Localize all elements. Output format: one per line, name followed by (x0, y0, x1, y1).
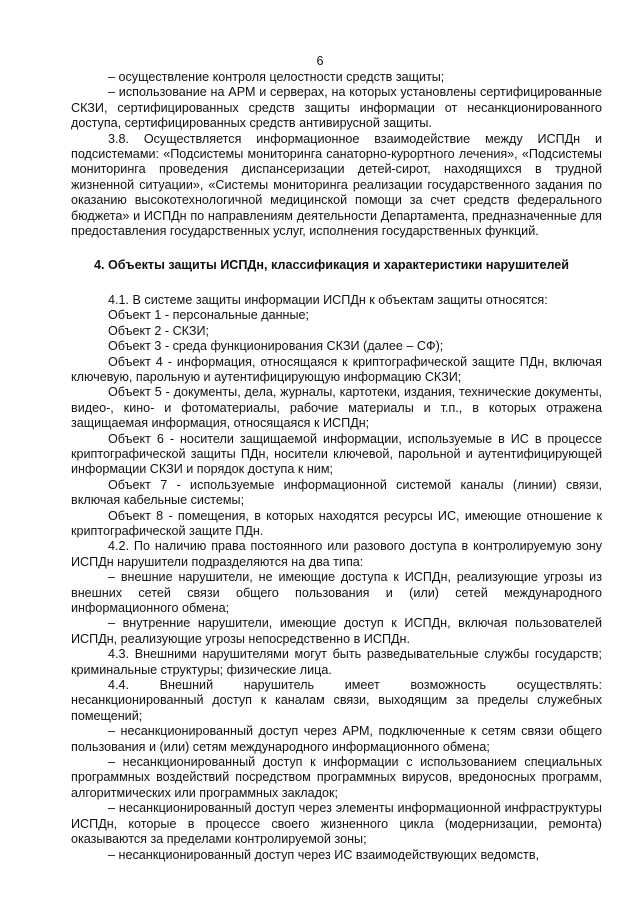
paragraph: Объект 6 - носители защищаемой информации, используемые в ИС в процессе криптографической защиты ПДн, носители ключевой, парольной и аутентифицирующей информации СКЗИ и порядок доступа к ним; (71, 431, 602, 477)
paragraph: – несанкционированный доступ через ИС взаимодействующих ведомств, (108, 847, 540, 862)
paragraph: Объект 3 - среда функционирования СКЗИ (далее – СФ); (108, 339, 444, 354)
paragraph: Объект 8 - помещения, в которых находятся ресурсы ИС, имеющие отношение к криптографической защите ПДн. (71, 508, 602, 538)
section-heading: 4. Объекты защиты ИСПДн, классификация и характеристики нарушителей (94, 258, 570, 273)
paragraph: – осуществление контроля целостности средств защиты; (108, 70, 445, 84)
page-number: 6 (316, 54, 324, 68)
paragraph: – несанкционированный доступ к информации с использованием специальных программных воздействий посредством программных вирусов, вредоносных программ, алгоритмических или программных закладок; (71, 755, 602, 800)
paragraph: 4.4. Внешний нарушитель имеет возможность осуществлять: несанкционированный доступ к каналам связи, выходящим за пределы служебных помещений; (71, 678, 602, 723)
paragraph: – несанкционированный доступ через элементы информационной инфраструктуры ИСПДн, которые в процессе своего жизненного цикла (модернизации, ремонта) оказываются за пределами контролируемой зоны; (71, 801, 602, 847)
paragraph: – внутренние нарушители, имеющие доступ к ИСПДн, включая пользователей ИСПДн, реализующие угрозы непосредственно в ИСПДн. (71, 616, 602, 646)
paragraph: 4.1. В системе защиты информации ИСПДн к объектам защиты относятся: (108, 292, 548, 307)
document-body (71, 70, 602, 863)
paragraph: Объект 5 - документы, дела, журналы, картотеки, издания, технические документы, видео-, кино- и фотоматериалы, рабочие материалы и т.п., в которых отражена защищаемая информация, относящаяся к ИСПДн; (71, 385, 602, 431)
paragraph: Объект 4 - информация, относящаяся к криптографической защите ПДн, включая ключевую, парольную и аутентифицирующую информацию СКЗИ; (71, 354, 602, 384)
paragraph: 4.3. Внешними нарушителями могут быть разведывательные службы государств; криминальные структуры; физические лица. (71, 647, 602, 677)
paragraph: Объект 7 - используемые информационной системой каналы (линии) связи, включая кабельные системы; (71, 477, 602, 508)
paragraph: – использование на АРМ и серверах, на которых установлены сертифицированные СКЗИ, сертифицированных средств защиты информации от несанкционированного доступа, сертифицированных средств антивирусной защиты. (71, 85, 602, 131)
paragraph: Объект 2 - СКЗИ; (108, 323, 210, 338)
paragraph: 4.2. По наличию права постоянного или разового доступа в контролируемую зону ИСПДн нарушители подразделяются на два типа: (71, 539, 602, 569)
paragraph: 3.8. Осуществляется информационное взаимодействие между ИСПДн и подсистемами: «Подсистемы мониторинга санаторно-курортного лечения», «Подсистемы мониторинга проведения диспансеризации детей-сирот, находящихся в трудной жизненной ситуации», «Системы мониторинга реализации государственного задания по оказанию высокотехнологичной медицинской помощи за счет средств федерального бюджета» и ИСПДн по направлениям деятельности Департамента, предназначенные для предоставления государственных услуг, исполнения государственных функций. (71, 131, 602, 239)
paragraph: – несанкционированный доступ через АРМ, подключенные к сетям связи общего пользования и (или) сетям международного информационного обмена; (71, 724, 602, 754)
paragraph: Объект 1 - персональные данные; (108, 308, 310, 323)
paragraph: – внешние нарушители, не имеющие доступа к ИСПДн, реализующие угрозы из внешних сетей связи общего пользования и (или) сетей международного информационного обмена; (71, 570, 602, 615)
